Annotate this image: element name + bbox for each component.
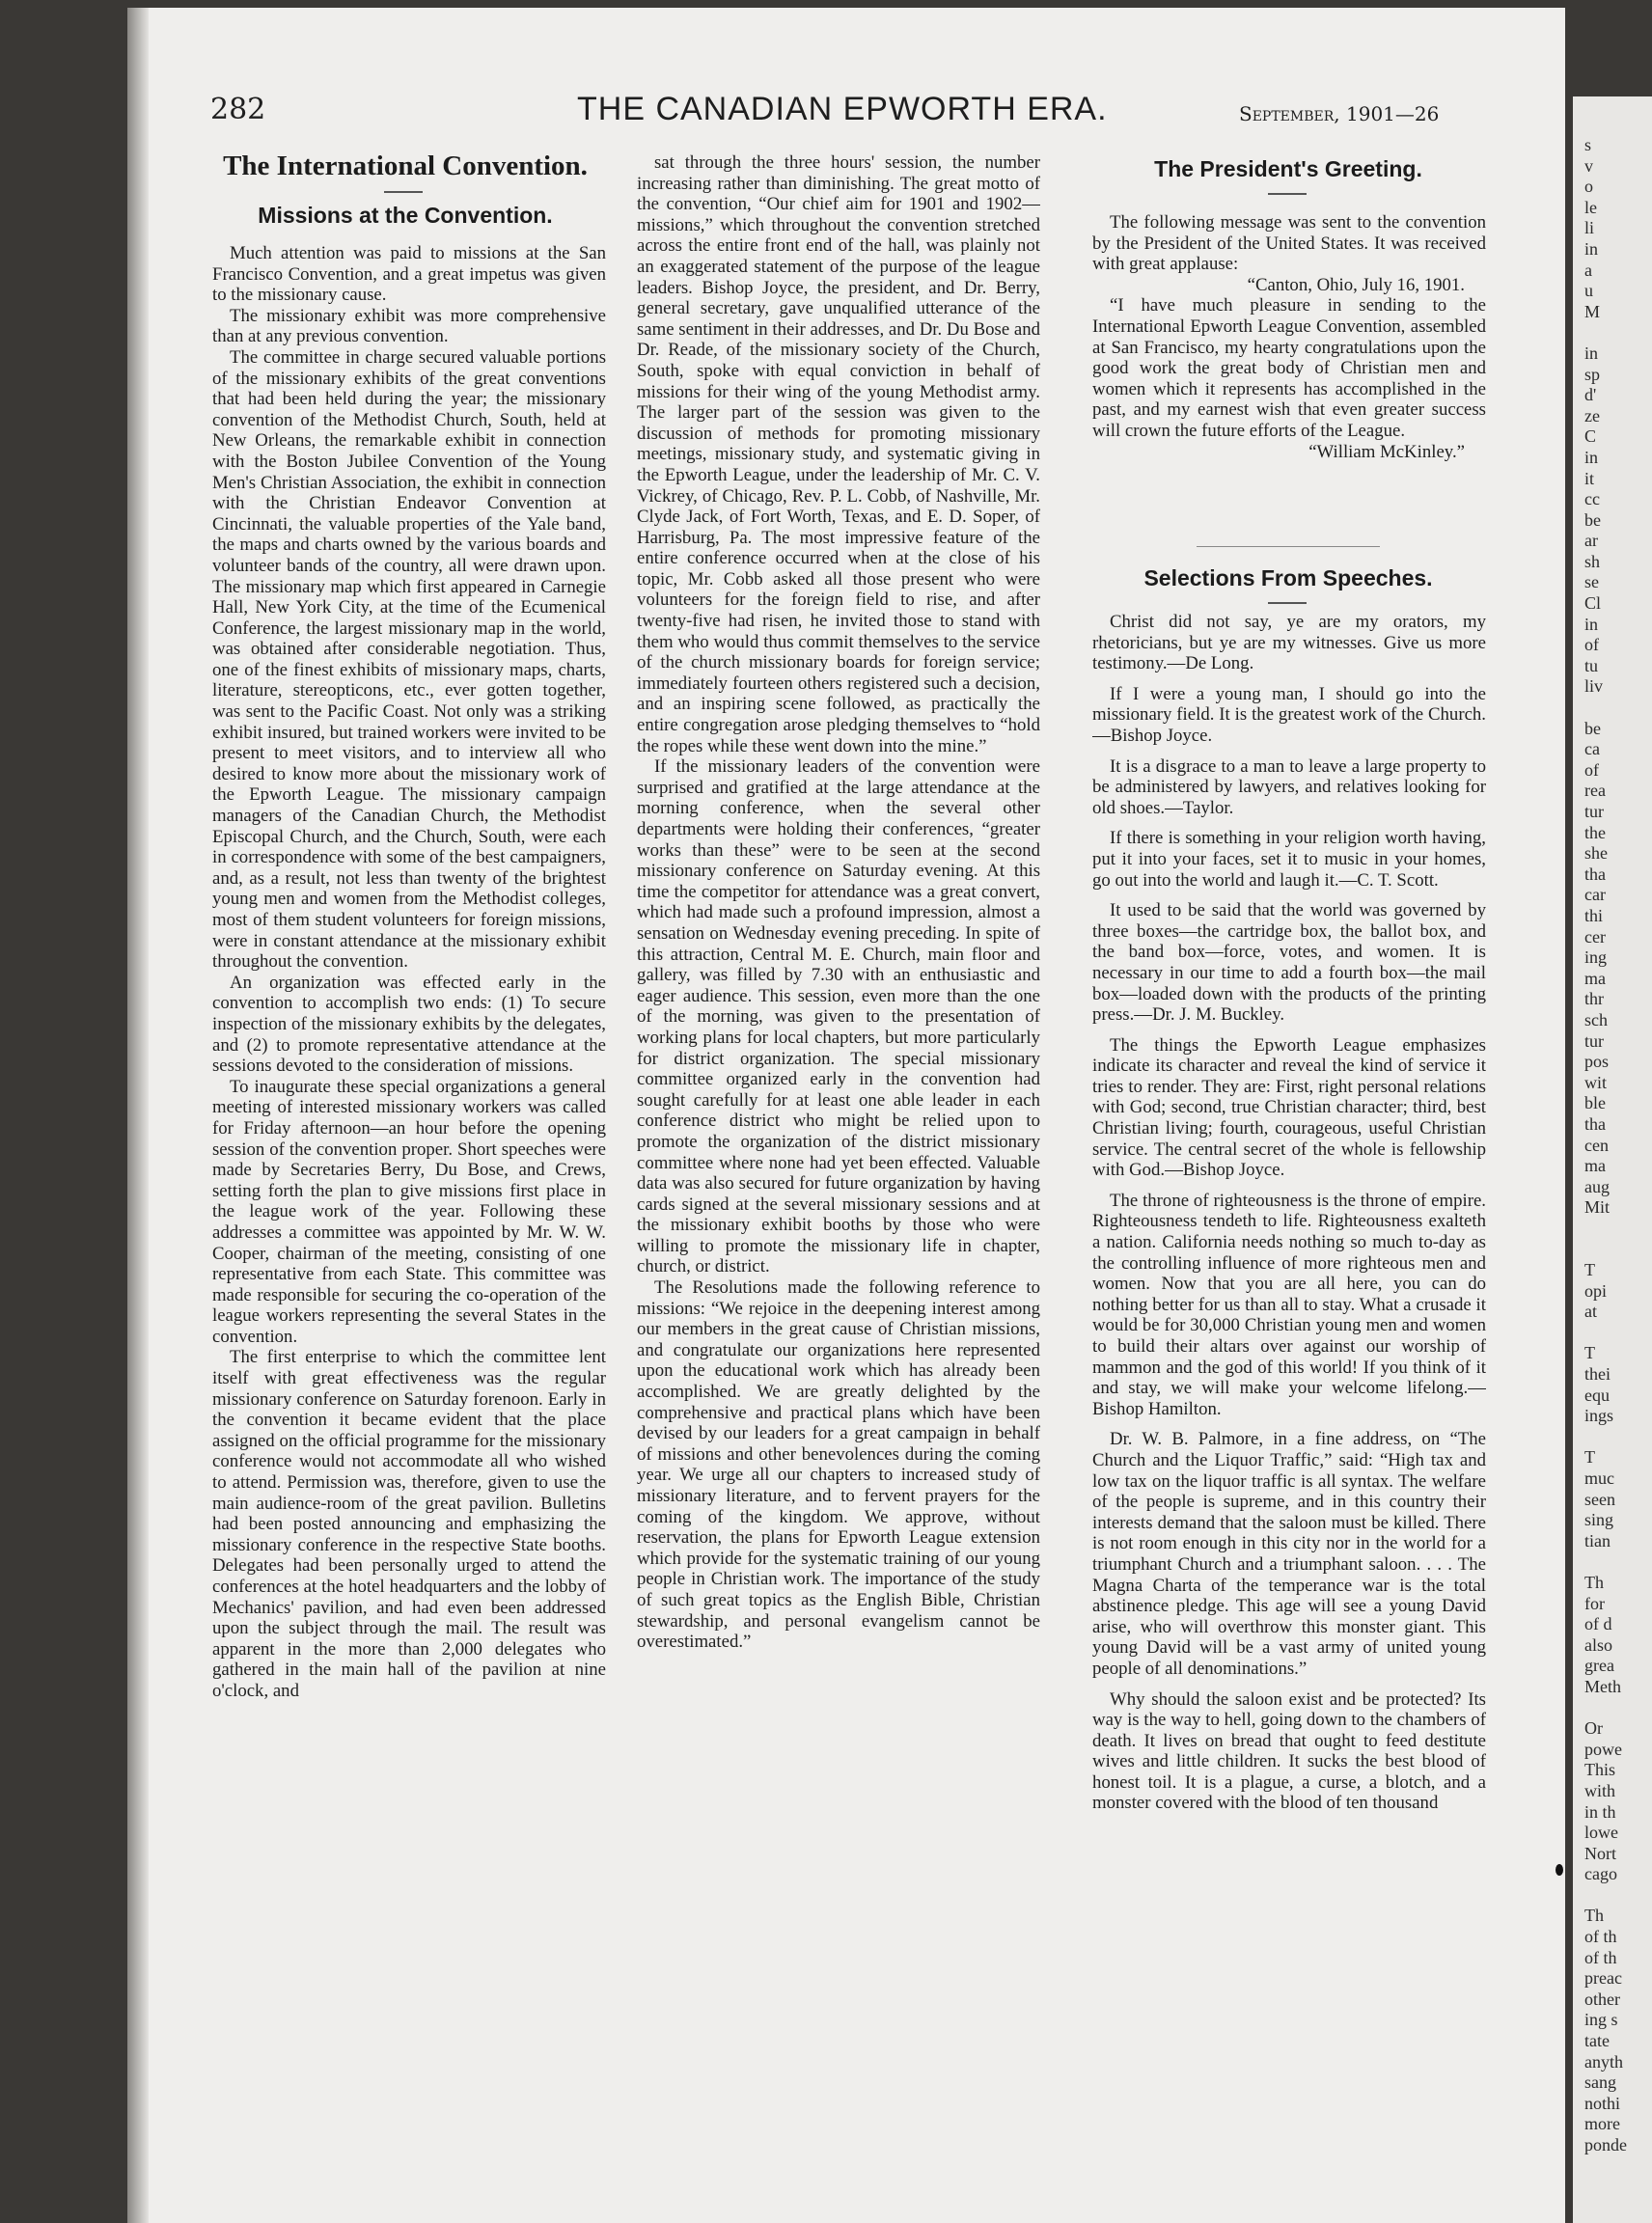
fragment-line: T bbox=[1584, 1343, 1595, 1363]
fragment-line bbox=[1584, 1239, 1652, 1260]
fragment-line: thi bbox=[1584, 905, 1604, 925]
fragment-line: anyth bbox=[1584, 2051, 1623, 2072]
fragment-line: tate bbox=[1584, 2031, 1610, 2051]
fragment-line: preac bbox=[1584, 1968, 1622, 1989]
fragment-line: for bbox=[1584, 1593, 1605, 1613]
fragment-line: Cl bbox=[1584, 593, 1602, 614]
article-paragraph: If the missionary leaders of the convention were surprised and gratified at the large attendance at the morning conference, when the several other departments were holding their conferences, “greater works than these” were to be seen at the second missionary conference on Saturday evening. At this time the competitor for attendance was a great convert, which had made such a profound impression, almost a sensation on Wednesday evening preceding. In spite of this attraction, Central M. E. Church, main floor and gallery, was filled by 7.30 with an enthusiastic and eager audience. This session, even more than the one of the morning, was given to the presentation of working plans for local chapters, but more particularly for district organization. The special missionary committee organized early in the convention had sought carefully for at least one able leader in each conference district who might be relied upon to promote the organization of the district missionary committee where none had yet been effected. Valuable data was also secured for future organization by having cards signed at the several missionary sessions and at the missionary exhibit booths by those who were willing to promote the missionary life in chapter, church, or district. bbox=[637, 756, 1040, 1277]
fragment-line: ing bbox=[1584, 947, 1608, 968]
fragment-line bbox=[1584, 1219, 1652, 1240]
fragment-line: T bbox=[1584, 1447, 1595, 1468]
greeting-message: “I have much pleasure in sending to the International Epworth League Convention, assembled at San Francisco, my hearty congratulations upon the good work the great body of Christian men and women which it represents has accomplished in the past, and my earnest wish that even greater success will crown the future efforts of the League. bbox=[1092, 295, 1486, 441]
speeches-column bbox=[1092, 612, 1486, 2040]
article-paragraph: To inaugurate these special organizations a general meeting of interested missionary workers was called for Friday afternoon—an hour before the opening session of the convention proper. Short speeches were made by Secretaries Berry, Du Bose, and Crews, setting forth the plan to give missions first place in the league work of the year. Following these addresses a committee was appointed by Mr. W. W. Cooper, chairman of the meeting, consisting of one representative from each State. This committee was made responsible for securing the co-operation of the league workers representing the several States in the convention. bbox=[212, 1076, 606, 1347]
greeting-dateline: “Canton, Ohio, July 16, 1901. bbox=[1247, 274, 1465, 295]
fragment-line: ponde bbox=[1584, 2135, 1627, 2154]
fragment-line bbox=[1584, 1551, 1652, 1573]
fragment-line: cago bbox=[1584, 1864, 1617, 1884]
issue-date: September, 1901—26 bbox=[1239, 102, 1440, 125]
fragment-line: sh bbox=[1584, 551, 1601, 571]
fragment-line: in bbox=[1584, 343, 1599, 363]
fragment-line: liv bbox=[1584, 676, 1604, 697]
article-paragraph: The missionary exhibit was more comprehensive than at any previous convention. bbox=[212, 305, 606, 347]
fragment-line: lowe bbox=[1584, 1823, 1618, 1843]
fragment-line: ble bbox=[1584, 1093, 1606, 1113]
article-paragraph: An organization was effected early in the convention to accomplish two ends: (1) To secure inspection of the missionary exhibits by the delegates, and (2) to promote representative attendance at the sessions devoted to the consideration of missions. bbox=[212, 972, 606, 1077]
speech-excerpt: The things the Epworth League emphasizes indicate its character and reveal the kind of service it tries to render. They are: First, right personal relations with God; second, true Christian character; third, best Christian living; fourth, courageous, useful Christian service. The central secret of the whole is fellowship with God.—Bishop Joyce. bbox=[1092, 1034, 1486, 1181]
fragment-line bbox=[1584, 1323, 1652, 1344]
fragment-line: equ bbox=[1584, 1385, 1610, 1405]
fragment-line: le bbox=[1584, 197, 1597, 217]
fragment-line: rea bbox=[1584, 781, 1606, 801]
fragment-line: tha bbox=[1584, 1113, 1606, 1134]
speech-excerpt: Dr. W. B. Palmore, in a fine address, on “The Church and the Liquor Traffic,” said: “High tax and low tax on the liquor traffic is all syntax. The welfare of the people is supreme, and in this country their interests demand that the saloon must be killed. There is not room enough in this city nor in the world for a triumphant Church and a triumphant saloon. . . . The Magna Charta of the temperance war is the total abstinence pledge. This age will see a young David arise, who will overthrow this monster giant. This young David will be a vast army of united young people of all denominations.” bbox=[1092, 1429, 1486, 1679]
fragment-line: it bbox=[1584, 468, 1595, 488]
fragment-line: car bbox=[1584, 885, 1606, 905]
fragment-line: v bbox=[1584, 155, 1593, 176]
section-divider bbox=[1197, 546, 1380, 547]
ink-speck bbox=[1556, 1864, 1563, 1876]
fragment-line: be bbox=[1584, 718, 1601, 738]
fragment-line: d' bbox=[1584, 385, 1597, 405]
fragment-line: in bbox=[1584, 238, 1599, 259]
fragment-line: at bbox=[1584, 1302, 1597, 1322]
speech-excerpt: If I were a young man, I should go into the missionary field. It is the greatest work of the Church.—Bishop Joyce. bbox=[1092, 683, 1486, 746]
article-title: The International Convention. bbox=[223, 151, 588, 181]
article-column-1 bbox=[212, 243, 606, 2040]
fragment-line: more bbox=[1584, 2114, 1620, 2134]
fragment-line: li bbox=[1584, 218, 1595, 238]
fragment-line: tha bbox=[1584, 864, 1606, 884]
article-paragraph: Much attention was paid to missions at the San Francisco Convention, and a great impetus was given to the missionary cause. bbox=[212, 243, 606, 306]
speech-excerpt: It used to be said that the world was governed by three boxes—the cartridge box, the ballot box, and the band box—force, votes, and women. It is necessary in our time to add a fourth box—the mail box—loaded down with the products of the printing press.—Dr. J. M. Buckley. bbox=[1092, 900, 1486, 1026]
fragment-line: in bbox=[1584, 614, 1599, 634]
speech-excerpt: Why should the saloon exist and be protected? Its way is the way to hell, going down to the chambers of death. It lives on bread that ought to feed destitute wives and little children. It sucks the best blood of honest toil. It is a plague, a curse, a blotch, and a monster covered with the blood of ten thousand bbox=[1092, 1688, 1486, 1814]
fragment-line: Mit bbox=[1584, 1197, 1611, 1218]
fragment-line: in bbox=[1584, 447, 1599, 467]
fragment-line: sp bbox=[1584, 364, 1601, 384]
article-column-2 bbox=[637, 152, 1040, 2040]
fragment-line: cc bbox=[1584, 489, 1600, 509]
speech-excerpt: If there is something in your religion worth having, put it into your faces, set it to music in your homes, go out into the world and laugh it.—C. T. Scott. bbox=[1092, 828, 1486, 891]
fragment-line: also bbox=[1584, 1634, 1612, 1655]
fragment-line: she bbox=[1584, 843, 1608, 864]
fragment-line: of d bbox=[1584, 1614, 1612, 1634]
fragment-line: in th bbox=[1584, 1801, 1616, 1822]
fragment-line: tian bbox=[1584, 1530, 1611, 1551]
fragment-line: ma bbox=[1584, 968, 1606, 988]
greeting-rule bbox=[1268, 193, 1307, 195]
fragment-line: pos bbox=[1584, 1052, 1610, 1072]
fragment-line: of bbox=[1584, 759, 1599, 780]
fragment-line: tur bbox=[1584, 1030, 1604, 1051]
fragment-line: ings bbox=[1584, 1406, 1614, 1426]
fragment-line bbox=[1584, 698, 1652, 719]
greeting-intro: The following message was sent to the convention by the President of the United States. It was received with great applause: bbox=[1092, 212, 1486, 275]
fragment-line: aug bbox=[1584, 1176, 1610, 1196]
speech-excerpt: It is a disgrace to a man to leave a large property to be administered by lawyers, and relatives looking for old shoes.—Taylor. bbox=[1092, 755, 1486, 818]
fragment-line: u bbox=[1584, 281, 1593, 301]
fragment-line: ar bbox=[1584, 531, 1598, 551]
article-subtitle: Missions at the Convention. bbox=[258, 203, 553, 228]
fragment-line: Th bbox=[1584, 1906, 1604, 1926]
fragment-line: wit bbox=[1584, 1072, 1608, 1092]
fragment-line bbox=[1584, 1885, 1652, 1907]
fragment-line: ing s bbox=[1584, 2010, 1618, 2030]
fragment-line: seen bbox=[1584, 1489, 1615, 1509]
fragment-line: M bbox=[1584, 301, 1601, 321]
fragment-line: tu bbox=[1584, 655, 1599, 675]
fragment-line: of bbox=[1584, 635, 1599, 655]
greeting-title: The President's Greeting. bbox=[1154, 156, 1422, 181]
fragment-line: se bbox=[1584, 572, 1599, 592]
fragment-line: C bbox=[1584, 426, 1597, 447]
greeting-signature: “William McKinley.” bbox=[1308, 441, 1465, 462]
article-paragraph: sat through the three hours' session, the number increasing rather than diminishing. The great motto of the convention, “Our chief aim for 1901 and 1902—missions,” which throughout the convention stretched across the entire front end of the hall, was plainly not an exaggerated statement of the purpose of the league leaders. Bishop Joyce, the president, and Dr. Berry, general secretary, gave unqualified utterance of the same sentiment in their addresses, and Dr. Du Bose and Dr. Reade, of the missionary society of the Church, South, spoke with equal conviction in behalf of missions for their wing of the young Methodist army. The larger part of the session was given to the discussion of methods for promoting missionary meetings, missionary study, and systematic giving in the Epworth League, under the leadership of Mr. C. V. Vickrey, of Chicago, Rev. P. L. Cobb, of Nashville, Mr. Clyde Jack, of Fort Worth, Texas, and E. D. Soper, of Harrisburg, Pa. The most impressive feature of the entire conference occurred when at the close of his topic, Mr. Cobb asked all those present who were volunteers for the foreign field to rise, and after twenty-five had risen, he invited those to stand with them who would thus commit themselves to the service of the church missionary boards for foreign service; immediately fourteen others registered such a decision, and an inspiring scene followed, as practically the entire congregation arose pledging themselves to “hold the ropes while these went down into the mine.” bbox=[637, 152, 1040, 756]
fragment-line: ze bbox=[1584, 405, 1600, 425]
fragment-line: powe bbox=[1584, 1739, 1622, 1759]
fragment-line: the bbox=[1584, 822, 1606, 842]
fragment-line: sch bbox=[1584, 1009, 1608, 1029]
fragment-line: Nort bbox=[1584, 1843, 1616, 1863]
fragment-line: Th bbox=[1584, 1572, 1604, 1592]
speech-excerpt: Christ did not say, ye are my orators, my rhetoricians, but ye are my witnesses. Give us more testimony.—De Long. bbox=[1092, 612, 1486, 674]
fragment-line bbox=[1584, 322, 1652, 343]
fragment-line: cer bbox=[1584, 926, 1606, 947]
fragment-line: This bbox=[1584, 1760, 1616, 1780]
fragment-line: thei bbox=[1584, 1364, 1611, 1385]
fragment-line: sing bbox=[1584, 1510, 1614, 1530]
speeches-title: Selections From Speeches. bbox=[1143, 565, 1433, 590]
fragment-line: o bbox=[1584, 177, 1593, 197]
article-paragraph: The committee in charge secured valuable portions of the missionary exhibits of the great conventions that had been held during the year; the missionary convention of the Methodist Church, South, held at New Orleans, the remarkable exhibit in connection with the Boston Jubilee Convention of the Young Men's Christian Association, the exhibit in connection with the Christian Endeavor Convention at Cincinnati, the valuable properties of the Yale band, the maps and charts owned by the various boards and volunteer bands of the country, all were drawn upon. The missionary map which first appeared in Carnegie Hall, New York City, at the time of the Ecumenical Conference, the largest missionary map in the world, was obtained after considerable negotiation. Thus, one of the finest exhibits of missionary maps, charts, literature, stereopticons, etc., ever gotten together, was sent to the Pacific Coast. Not only was a striking exhibit insured, but trained workers were invited to be present to meet visitors, and to interview all who desired to know more about the missionary work of the Epworth League. The missionary campaign managers of the Canadian Church, the Methodist Episcopal Church, and the Church, South, were each in correspondence with some of the best campaigners, and, as a result, not less than twenty of the brightest young men and women from the Methodist colleges, most of them student volunteers for foreign missions, were in constant attendance at the missionary exhibit throughout the convention. bbox=[212, 346, 606, 973]
fragment-line: cen bbox=[1584, 1135, 1609, 1155]
fragment-line: of th bbox=[1584, 1927, 1617, 1947]
fragment-line bbox=[1584, 1698, 1652, 1719]
publication-title: THE CANADIAN EPWORTH ERA. bbox=[577, 91, 1108, 127]
fragment-line: grea bbox=[1584, 1656, 1614, 1676]
facing-page-text-fragment bbox=[1584, 135, 1652, 2156]
fragment-line: nothi bbox=[1584, 2093, 1621, 2113]
fragment-line: ca bbox=[1584, 739, 1600, 759]
speech-excerpt: The throne of righteousness is the throne of empire. Righteousness tendeth to life. Righteousness exalteth a nation. California needs nothing so much to-day as the controlling influence of more righteous men and women. Now that you are all here, you can do nothing better for us than all to stay. What a crusade it would be for 30,000 Christian young men and women to build their altars over against our worship of mammon and the god of this world! If you think of it and stay, we will make your welcome lifelong.—Bishop Hamilton. bbox=[1092, 1190, 1486, 1419]
binding-shadow bbox=[127, 8, 149, 2223]
fragment-line: sang bbox=[1584, 2072, 1616, 2093]
greeting-column bbox=[1092, 212, 1486, 531]
fragment-line: thr bbox=[1584, 989, 1604, 1009]
page-number: 282 bbox=[210, 93, 266, 126]
article-paragraph: The first enterprise to which the committee lent itself with great effectiveness was the regular missionary conference on Saturday forenoon. Early in the convention it became evident that the place assigned on the official programme for the missionary conference would not accommodate all who wished to attend. Permission was, therefore, given to use the main audience-room of the great pavilion. Bulletins had been posted announcing and emphasizing the missionary conference in the respective State booths. Delegates had been personally urged to attend the conferences at the hotel headquarters and the lobby of Mechanics' pavilion, and had even been addressed upon the subject through the mail. The result was apparent in the more than 2,000 delegates who gathered in the main hall of the pavilion at nine o'clock, and bbox=[212, 1347, 606, 1701]
fragment-line: T bbox=[1584, 1260, 1595, 1280]
fragment-line: ma bbox=[1584, 1156, 1606, 1176]
fragment-line: muc bbox=[1584, 1468, 1614, 1488]
speeches-rule bbox=[1268, 602, 1307, 604]
fragment-line: opi bbox=[1584, 1280, 1608, 1301]
fragment-line: be bbox=[1584, 509, 1601, 530]
fragment-line: Or bbox=[1584, 1718, 1603, 1739]
fragment-line: a bbox=[1584, 260, 1592, 280]
fragment-line: s bbox=[1584, 135, 1592, 154]
fragment-line: other bbox=[1584, 1989, 1620, 2009]
fragment-line: Meth bbox=[1584, 1676, 1621, 1696]
fragment-line: of th bbox=[1584, 1947, 1617, 1967]
fragment-line: with bbox=[1584, 1780, 1616, 1800]
fragment-line: tur bbox=[1584, 802, 1604, 821]
title-rule bbox=[384, 191, 423, 193]
article-paragraph: The Resolutions made the following reference to missions: “We rejoice in the deepening interest among our members in the great cause of Christian missions, and congratulate our organizations here represented upon the educational work which has already been accomplished. We are greatly delighted by the comprehensive and practical plans which have been devised by our leaders for a great campaign in behalf of missions and other benevolences during the coming year. We urge all our chapters to increased study of missionary literature, and to fervent prayers for the coming of the kingdom. We approve, without reservation, the plans for Epworth League extension which provide for the systematic training of our young people in Christian work. The importance of the study of such great topics as the English Bible, Christian stewardship, and personal evangelism cannot be overestimated.” bbox=[637, 1277, 1040, 1653]
fragment-line bbox=[1584, 1427, 1652, 1448]
